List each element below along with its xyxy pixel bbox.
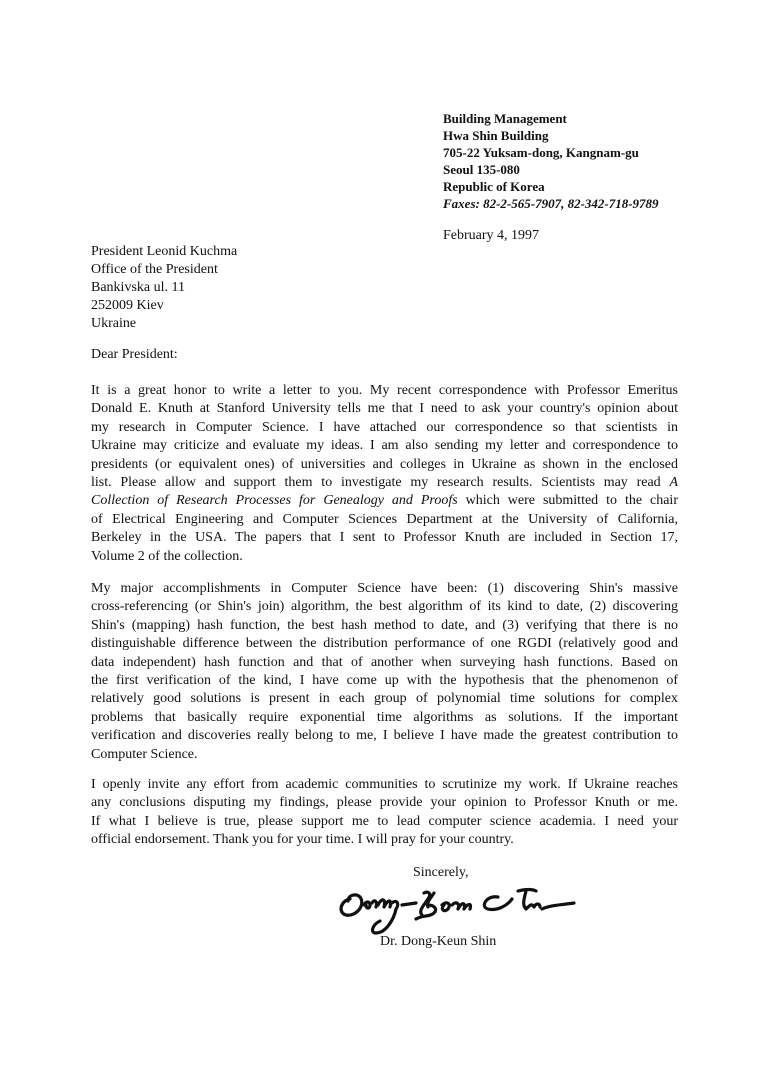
paragraph-line: Computer Science.: [91, 746, 198, 762]
paragraph-line: My major accomplishments in Computer Science have been: (1) discovering Shin's massive: [91, 581, 678, 596]
recipient-address-block: [91, 243, 237, 333]
signer-name: Dr. Dong-Keun Shin: [380, 934, 497, 949]
handwritten-signature: [336, 875, 586, 937]
paragraph-line: relatively good solutions is present in each group of polynomial time solutions for complex: [91, 691, 678, 707]
closing: Sincerely,: [413, 865, 469, 880]
paragraph-line: [91, 474, 678, 492]
paragraph-line: Berkeley in the USA. The papers that I sent to Professor Knuth are included in Section 17,: [91, 530, 678, 546]
paragraph-line: It is a great honor to write a letter to you. My recent correspondence with Professor Emeritus: [91, 383, 678, 398]
paragraph-line: Volume 2 of the collection.: [91, 548, 243, 564]
sender-line: Hwa Shin Building: [443, 128, 549, 143]
book-title-article: A: [669, 475, 679, 491]
paragraph-line: Donald E. Knuth at Stanford University tells me that I need to ask your country's opinion about: [91, 401, 678, 417]
paragraph-line: verification and discoveries really belong to me, I believe I have made the greatest contribution to: [91, 728, 678, 744]
paragraph-2: [91, 580, 678, 764]
recipient-line: Bankivska ul. 11: [91, 280, 185, 295]
salutation: Dear President:: [91, 347, 178, 362]
paragraph-line: Ukraine may criticize and evaluate my ideas. I am also sending my letter and correspondence to: [91, 438, 678, 454]
paragraph-line: any conclusions disputing my findings, please provide your opinion to Professor Knuth or me.: [91, 795, 678, 811]
paragraph-line: data independent) hash function and that of another when surveying hash functions. Based on: [91, 654, 678, 670]
paragraph-3: [91, 776, 678, 850]
paragraph-line-text: list. Please allow and support them to investigate my research results. Scientists may read: [91, 475, 661, 491]
paragraph-line: official endorsement. Thank you for your time. I will pray for your country.: [91, 832, 514, 848]
paragraph-line: If what I believe is true, please support me to lead computer science academia. I need your: [91, 813, 678, 829]
recipient-line: 252009 Kiev: [91, 298, 164, 313]
paragraph-1: [91, 382, 678, 566]
paragraph-line: I openly invite any effort from academic communities to scrutinize my work. If Ukraine reaches: [91, 777, 678, 792]
sender-faxes: Faxes: 82-2-565-7907, 82-342-718-9789: [443, 196, 659, 211]
recipient-line: Office of the President: [91, 262, 218, 277]
paragraph-line: distinguishable difference between the distribution performance of one RGDI (relatively good and: [91, 636, 678, 652]
paragraph-line: cross-referencing (or Shin's join) algorithm, the best algorithm of its kind to date, (2) discovering: [91, 599, 678, 615]
sender-line: Building Management: [443, 111, 567, 126]
sender-address-block: [443, 110, 659, 212]
paragraph-line: Shin's (mapping) hash function, the best hash method to date, and (3) verifying that there is no: [91, 617, 678, 633]
paragraph-line: of Electrical Engineering and Computer Sciences Department at the University of California,: [91, 511, 678, 527]
paragraph-line-text: which were submitted to the chair: [457, 493, 678, 509]
paragraph-line: presidents (or equivalent ones) of universities and colleges in Ukraine as shown in the enclosed: [91, 456, 678, 472]
sender-line: Seoul 135-080: [443, 162, 520, 177]
paragraph-line: [91, 492, 678, 510]
paragraph-line: problems that basically require exponential time algorithms as solutions. If the important: [91, 709, 678, 725]
book-title: Collection of Research Processes for Genealogy and Proofs: [91, 493, 458, 509]
recipient-line: Ukraine: [91, 316, 137, 331]
paragraph-line: the first verification of the kind, I have come up with the hypothesis that the phenomenon of: [91, 673, 678, 689]
sender-line: Republic of Korea: [443, 179, 545, 194]
paragraph-line: my research in Computer Science. I have attached our correspondence so that scientists in: [91, 419, 678, 435]
letter-date: February 4, 1997: [443, 228, 540, 243]
sender-line: 705-22 Yuksam-dong, Kangnam-gu: [443, 145, 639, 160]
recipient-line: President Leonid Kuchma: [91, 244, 238, 259]
